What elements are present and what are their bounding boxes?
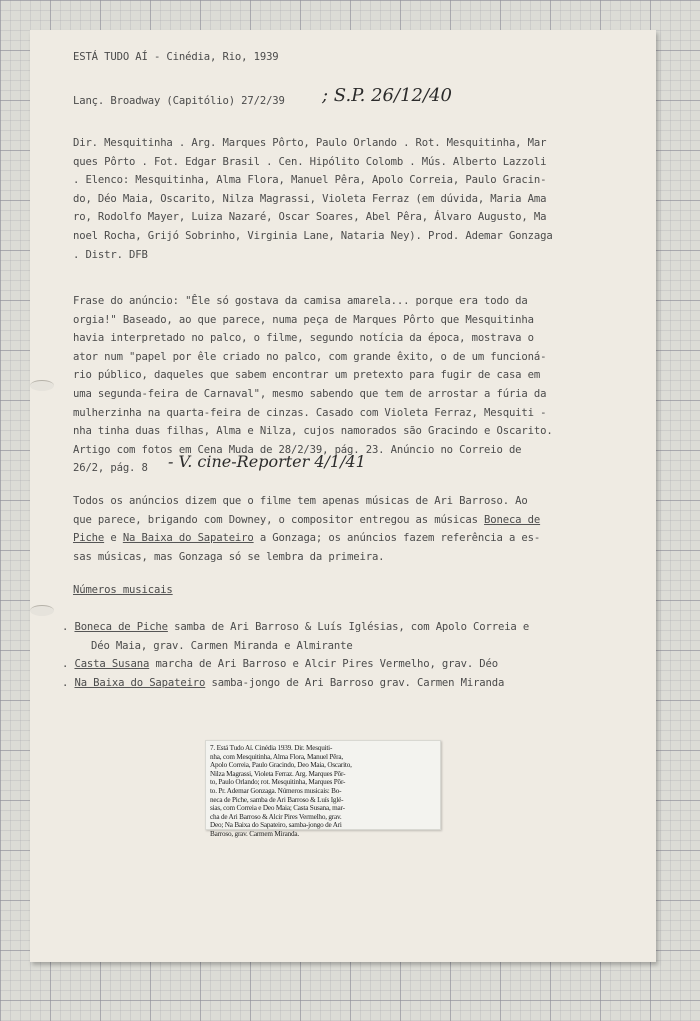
synopsis-line: 26/2, pág. 8 <box>73 462 148 475</box>
credits-line: . Elenco: Mesquitinha, Alma Flora, Manuel Pêra, Apolo Correia, Paulo Gracin- <box>73 174 547 187</box>
synopsis-line: Frase do anúncio: "Êle só gostava da camisa amarela... porque era todo da <box>73 295 528 307</box>
song-details: samba de Ari Barroso & Luís Iglésias, com Apolo Correia e <box>167 621 530 633</box>
credits-line: ques Pôrto . Fot. Edgar Brasil . Cen. Hipólito Colomb . Mús. Alberto Lazzoli <box>73 155 547 168</box>
clipping-text: 7. Está Tudo Aí. Cinédia 1939. Dir. Mesquiti- nha, com Mesquitinha, Alma Flora, Manuel Pêra, Apolo Correia, Paulo Gracindo, Deo Maia, Oscarito, Nilza Magrassi, Violeta Ferraz. Arg. Marques Pôr- to, Paulo Orlando; rot. Mesquitinha, Marques Pôr- to. Pr. Ademar Gonzaga. Números musicais: Bo- neca de Piche, samba de Ari Barroso & Luís Iglé- sias, com Correia e Deo Maia; Casta Susana, mar- cha de Ari Barroso & Alcir Pires Vermelho, grav. Deo; Na Baixa do Sapateiro, samba-jongo de Ari Barroso, grav. Carmem Miranda. <box>210 744 352 838</box>
credits-line: ro, Rodolfo Mayer, Luiza Nazaré, Oscar Soares, Abel Pêra, Álvaro Augusto, Ma <box>73 211 547 224</box>
song-bullet: . <box>62 621 75 633</box>
song-details: samba-jongo de Ari Barroso grav. Carmen Miranda <box>205 677 505 689</box>
pasted-newspaper-clipping <box>205 740 441 838</box>
song-title: Na Baixa do Sapateiro <box>74 677 206 689</box>
music-note-line: sas músicas, mas Gonzaga só se lembra da primeira. <box>73 550 385 563</box>
music-note-text: e <box>104 532 123 545</box>
punch-hole-top <box>30 380 54 391</box>
synopsis-line: Artigo com fotos em Cena Muda de 28/2/39, pág. 23. Anúncio no Correio de <box>73 443 522 456</box>
synopsis-line: rio público, daqueles que sabem encontrar um pretexto para fugir de casa em <box>73 369 541 382</box>
song-bullet: . <box>62 658 75 670</box>
release-handwritten-note: ; S.P. 26/12/40 <box>322 85 452 106</box>
synopsis-line: havia interpretado no palco, o filme, segundo notícia da época, mostrava o <box>73 332 534 345</box>
song-item <box>62 674 504 693</box>
music-note-line: Todos os anúncios dizem que o filme tem apenas músicas de Ari Barroso. Ao <box>73 495 528 507</box>
song-title: Boneca de Piche <box>74 621 168 633</box>
punch-hole-bottom <box>30 605 54 616</box>
synopsis-line: nha tinha duas filhas, Alma e Nilza, cujos namorados são Gracindo e Oscarito. <box>73 425 553 438</box>
synopsis-line: ator num "papel por êle criado no palco, com grande êxito, o de um funcioná- <box>73 350 547 363</box>
song-bullet: . <box>62 677 75 689</box>
song-title-ref: Piche <box>73 532 105 545</box>
song-item-continued: Déo Maia, grav. Carmen Miranda e Almirante <box>91 639 353 652</box>
song-title: Casta Susana <box>74 658 150 670</box>
song-title-ref: Na Baixa do Sapateiro <box>122 532 254 545</box>
song-item <box>62 655 498 674</box>
synopsis-line: uma segunda-feira de Carnaval", mesmo sabendo que tem de arrostar a fúria da <box>73 388 547 400</box>
release-info: Lanç. Broadway (Capitólio) 27/2/39 <box>73 95 285 107</box>
song-details: marcha de Ari Barroso e Alcir Pires Vermelho, grav. Déo <box>149 658 498 670</box>
music-note-line <box>73 529 540 548</box>
song-title-ref: Boneca de <box>484 513 541 526</box>
music-note-line <box>73 511 540 530</box>
credits-line: . Distr. DFB <box>73 248 148 261</box>
credits-line: noel Rocha, Grijó Sobrinho, Virginia Lane, Nataria Ney). Prod. Ademar Gonzaga <box>73 230 553 242</box>
credits-line: Dir. Mesquitinha . Arg. Marques Pôrto, Paulo Orlando . Rot. Mesquitinha, Mar <box>73 137 547 149</box>
song-item <box>62 618 529 637</box>
credits-line: do, Déo Maia, Oscarito, Nilza Magrassi, Violeta Ferraz (em dúvida, Maria Ama <box>73 192 547 205</box>
music-note-text: que parece, brigando com Downey, o compositor entregou as músicas <box>73 513 485 526</box>
synopsis-line: mulherzinha na quarta-feira de cinzas. Casado com Violeta Ferraz, Mesquiti - <box>73 406 547 419</box>
synopsis-handwritten-note: - V. cine-Reporter 4/1/41 <box>168 452 366 471</box>
songs-heading: Números musicais <box>73 584 173 596</box>
film-title: ESTÁ TUDO AÍ - Cinédia, Rio, 1939 <box>73 51 279 63</box>
synopsis-line: orgia!" Baseado, ao que parece, numa peça de Marques Pôrto que Mesquitinha <box>73 313 534 326</box>
music-note-text: a Gonzaga; os anúncios fazem referência a es- <box>253 532 541 545</box>
